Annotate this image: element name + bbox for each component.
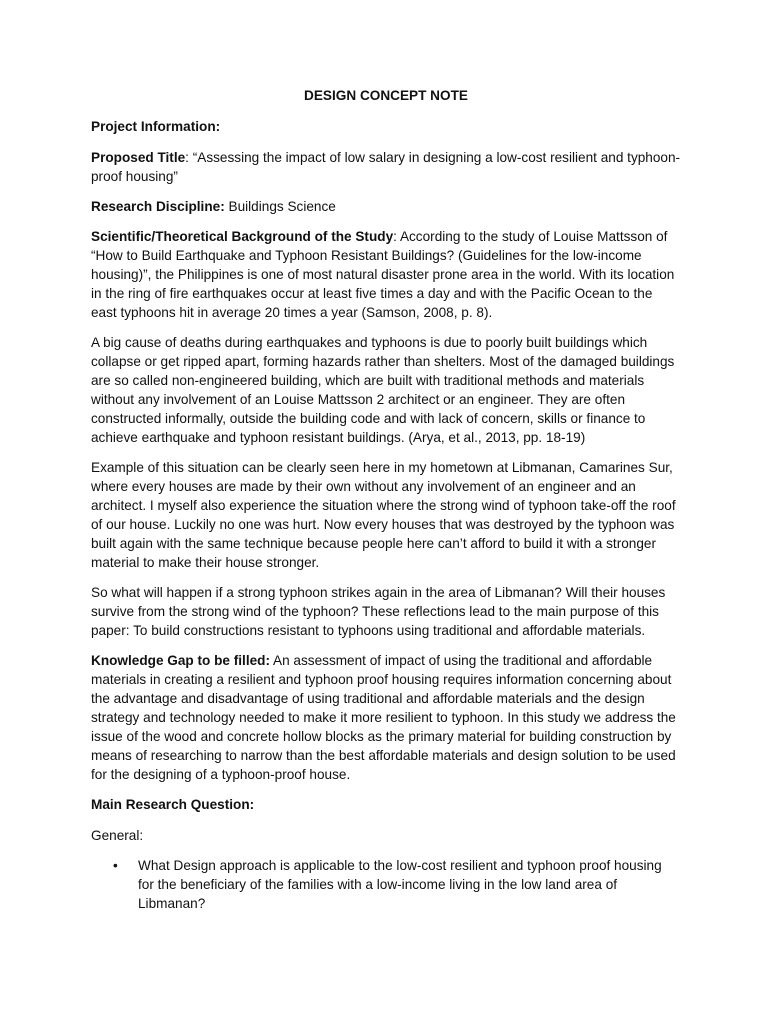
main-question-heading: Main Research Question: (91, 797, 255, 812)
question-list (91, 856, 681, 913)
knowledge-gap-label: Knowledge Gap to be filled: (91, 653, 270, 668)
question-text: What Design approach is applicable to the low-cost resilient and typhoon proof housing for the beneficiary of the families with a low-income living in the low land area of Libmanan? (138, 858, 662, 911)
research-discipline-label: Research Discipline: (91, 199, 225, 214)
general-label: General: (91, 828, 144, 843)
background-label: Scientific/Theoretical Background of the Study (91, 229, 394, 244)
proposed-title-paragraph (91, 148, 681, 186)
project-info-heading: Project Information: (91, 119, 221, 134)
bullet-icon: • (113, 858, 118, 873)
list-item (91, 856, 681, 913)
background-paragraph (91, 227, 681, 322)
knowledge-gap-paragraph (91, 651, 681, 784)
document-title: DESIGN CONCEPT NOTE (304, 88, 468, 103)
question-paragraph: So what will happen if a strong typhoon strikes again in the area of Libmanan? Will their houses survive from the strong wind of the typhoon? These reflections lead to the main purpose of this paper: To build constructions resistant to typhoons using traditional and affordable materials. (91, 585, 666, 638)
proposed-title-text: : “Assessing the impact of low salary in designing a low-cost resilient and typhoon-proof housing” (91, 150, 681, 184)
example-paragraph: Example of this situation can be clearly seen here in my hometown at Libmanan, Camarines Sur, where every houses are made by their own without any involvement of an engineer and an architect. I myself also experience the situation where the strong wind of typhoon take-off the roof of our house. Luckily no one was hurt. Now every houses that was destroyed by the typhoon was built again with the same technique because people here can’t afford to build it with a stronger material to make their house stronger. (91, 460, 676, 570)
deaths-paragraph: A big cause of deaths during earthquakes and typhoons is due to poorly built buildings which collapse or get ripped apart, forming hazards rather than shelters. Most of the damaged buildings are so called non-engineered building, which are built with traditional methods and materials without any involvement of an Louise Mattsson 2 architect or an engineer. They are often constructed informally, outside the building code and with lack of concern, skills or finance to achieve earthquake and typhoon resistant buildings. (Arya, et al., 2013, pp. 18-19) (91, 335, 675, 445)
document-page (91, 86, 681, 913)
research-discipline-paragraph (91, 197, 681, 216)
background-text: : According to the study of Louise Mattsson of “How to Build Earthquake and Typhoon Resistant Buildings? (Guidelines for the low-income housing)”, the Philippines is one of most natural disaster prone area in the world. With its location in the ring of fire earthquakes occur at least five times a day and with the Pacific Ocean to the east typhoons hit in average 20 times a year (Samson, 2008, p. 8). (91, 229, 675, 320)
research-discipline-text: Buildings Science (224, 199, 336, 214)
knowledge-gap-text: An assessment of impact of using the traditional and affordable materials in creating a resilient and typhoon proof housing requires information concerning about the advantage and disadvantage of using traditional and affordable materials and the design strategy and technology needed to make it more resilient to typhoon. In this study we address the issue of the wood and concrete hollow blocks as the primary material for building construction by means of researching to narrow than the best affordable materials and design solution to be used for the designing of a typhoon-proof house. (91, 653, 676, 782)
proposed-title-label: Proposed Title (91, 150, 186, 165)
